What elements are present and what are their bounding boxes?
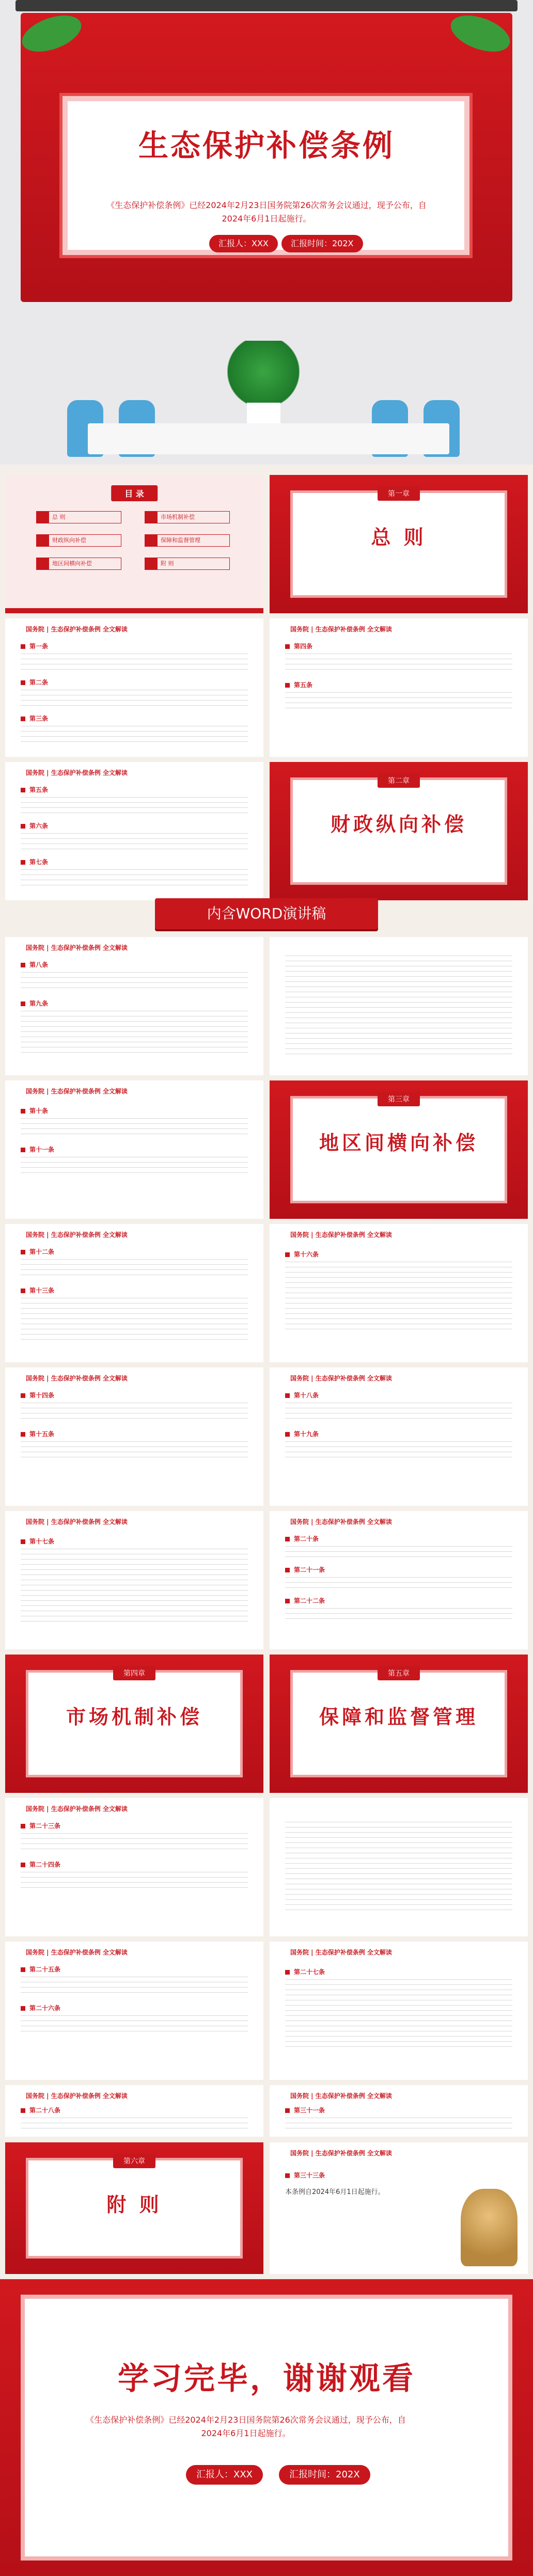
slide-header: 国务院 | 生态保护补偿条例 全文解读 [290,2092,392,2100]
article-slide [270,618,528,757]
article-heading: 第六条 [21,821,48,830]
slide-header: 国务院 | 生态保护补偿条例 全文解读 [26,1231,128,1238]
chapter-slide [5,2142,263,2274]
article-heading: 第二十四条 [21,1860,60,1869]
leaf-decoration [446,8,514,58]
chapter-slide [270,1655,528,1793]
article-heading: 第八条 [21,960,48,969]
article-heading: 第二十条 [285,1534,319,1543]
chapter-slide [5,1655,263,1793]
slide-header: 国务院 | 生态保护补偿条例 全文解读 [290,1375,392,1382]
closing-subtitle: 《生态保护补偿条例》已经2024年2月23日国务院第26次常务会议通过，现予公布，自2024年6月1日起施行。 [86,2415,406,2438]
final-article-text: 本条例自2024年6月1日起施行。 [285,2188,385,2196]
toc-item[interactable]: 总 则 [36,511,121,523]
toc-item[interactable]: 附 则 [145,558,230,570]
toc-item[interactable]: 财政纵向补偿 [36,534,121,547]
article-heading: 第十六条 [285,1250,319,1259]
toc-item[interactable]: 保障和监督管理 [145,534,230,547]
chapter-title: 总 则 [371,526,427,549]
article-slide [5,1080,263,1219]
article-slide [270,1367,528,1506]
article-heading: 第二十三条 [21,1821,60,1830]
cover-frame [59,93,473,258]
article-slide [5,2085,263,2137]
chapter-tag: 第三章 [378,1092,420,1106]
article-heading: 第三十一条 [285,2106,325,2114]
chapter-slide [270,762,528,900]
reporter-pill: 汇报人：XXX [209,235,278,252]
article-heading: 第十条 [21,1106,48,1115]
article-heading: 第五条 [21,785,48,794]
chapter-slide [270,1080,528,1219]
word-script-badge: 内含WORD演讲稿 [155,898,378,929]
article-heading: 第十三条 [21,1286,54,1295]
article-slide [5,937,263,1075]
chapter-slide [270,475,528,613]
article-slide [270,937,528,1075]
slide-header: 国务院 | 生态保护补偿条例 全文解读 [26,2092,128,2100]
article-slide [5,1224,263,1362]
projector-bar [15,0,518,11]
article-heading: 第二十五条 [21,1965,60,1974]
report-time-pill: 汇报时间：202X [281,235,363,252]
slide-header: 国务院 | 生态保护补偿条例 全文解读 [290,1231,392,1238]
article-heading: 第四条 [285,642,312,650]
cover-subtitle: 《生态保护补偿条例》已经2024年2月23日国务院第26次常务会议通过，现予公布，自2024年6月1日起施行。 [106,200,427,224]
slide-header: 国务院 | 生态保护补偿条例 全文解读 [290,1949,392,1956]
slide-header: 国务院 | 生态保护补偿条例 全文解读 [26,1805,128,1812]
article-heading: 第三条 [21,714,48,723]
article-heading: 第二十一条 [285,1565,325,1574]
slide-header: 国务院 | 生态保护补偿条例 全文解读 [26,626,128,633]
toc-slide [5,475,263,613]
article-slide [5,618,263,757]
cover-title: 生态保护补偿条例 [138,128,395,163]
article-slide [5,1511,263,1649]
chapter-tag: 第二章 [378,773,420,788]
article-heading: 第二十六条 [21,2003,60,2012]
slide-header: 国务院 | 生态保护补偿条例 全文解读 [290,2150,392,2157]
closing-slide [0,2279,533,2576]
slide-header: 国务院 | 生态保护补偿条例 全文解读 [26,1518,128,1525]
chapter-tag: 第六章 [113,2154,155,2168]
article-slide [270,1511,528,1649]
article-slide [270,2085,528,2137]
article-heading: 第十九条 [285,1429,319,1438]
article-slide [5,1798,263,1936]
article-heading: 第十一条 [21,1145,54,1154]
chapter-tag: 第四章 [113,1666,155,1680]
article-heading: 第十二条 [21,1247,54,1256]
article-slide [270,1798,528,1936]
chapter-title: 保障和监督管理 [319,1706,478,1728]
report-time-pill: 汇报时间：202X [279,2465,370,2485]
chapter-title: 财政纵向补偿 [330,813,467,836]
article-heading: 第九条 [21,999,48,1008]
article-heading: 第二十二条 [285,1596,325,1605]
toc-title: 目 录 [111,485,158,501]
chapter-title: 地区间横向补偿 [319,1132,478,1154]
chapter-title: 市场机制补偿 [66,1706,202,1728]
article-slide [270,2142,528,2274]
chapter-title: 附 则 [106,2193,162,2216]
article-heading: 第五条 [285,680,312,689]
article-heading: 第十八条 [285,1391,319,1400]
cover-scene [0,0,533,465]
article-heading: 第十四条 [21,1391,54,1400]
article-slide [5,1942,263,2080]
slide-header: 国务院 | 生态保护补偿条例 全文解读 [290,626,392,633]
slide-header: 国务院 | 生态保护补偿条例 全文解读 [26,769,128,776]
meeting-table [88,423,449,454]
slide-header: 国务院 | 生态保护补偿条例 全文解读 [26,1088,128,1095]
article-heading: 第十七条 [21,1537,54,1546]
article-heading: 第十五条 [21,1429,54,1438]
slide-header: 国务院 | 生态保护补偿条例 全文解读 [26,944,128,951]
leaf-decoration [17,8,86,58]
lion-statue-image [461,2189,518,2266]
article-slide [270,1942,528,2080]
slide-header: 国务院 | 生态保护补偿条例 全文解读 [290,1518,392,1525]
toc-item[interactable]: 地区间横向补偿 [36,558,121,570]
closing-title: 学习完毕，谢谢观看 [118,2361,415,2397]
article-slide [5,762,263,900]
reporter-pill: 汇报人：XXX [186,2465,263,2485]
article-slide [270,1224,528,1362]
article-slide [5,1367,263,1506]
article-heading: 第二十七条 [285,1967,325,1976]
article-heading: 第三十三条 [285,2171,325,2180]
article-heading: 第七条 [21,857,48,866]
article-heading: 第二十八条 [21,2106,60,2114]
chapter-tag: 第一章 [378,486,420,501]
article-heading: 第二条 [21,678,48,687]
chapter-tag: 第五章 [378,1666,420,1680]
article-heading: 第一条 [21,642,48,650]
slide-header: 国务院 | 生态保护补偿条例 全文解读 [26,1375,128,1382]
slide-header: 国务院 | 生态保护补偿条例 全文解读 [26,1949,128,1956]
toc-item[interactable]: 市场机制补偿 [145,511,230,523]
